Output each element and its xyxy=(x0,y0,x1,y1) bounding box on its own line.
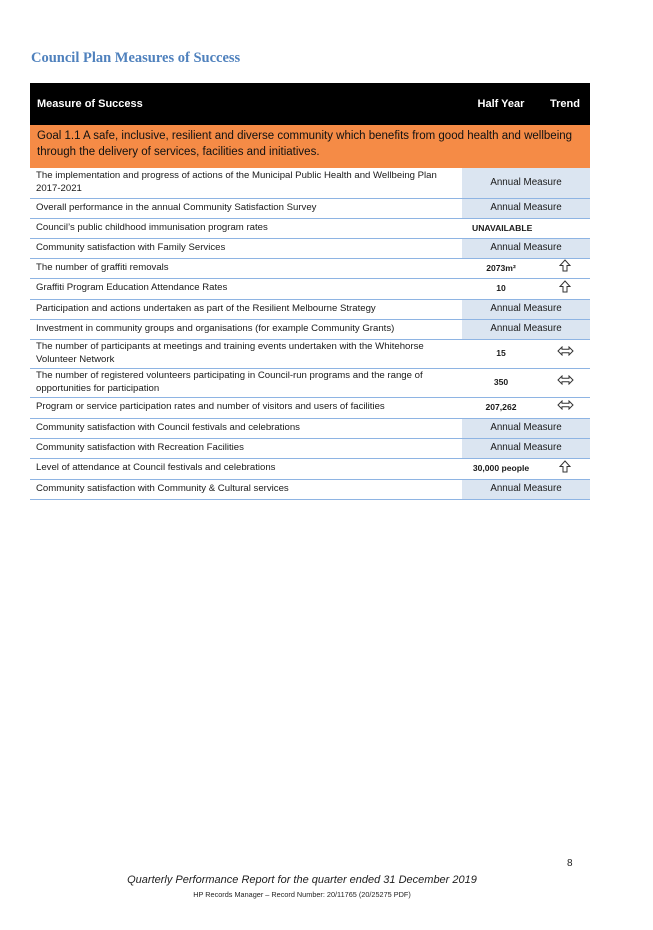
measure-cell: Community satisfaction with Recreation Facilities xyxy=(30,438,462,458)
half-year-value: Annual Measure xyxy=(462,319,590,339)
half-year-value: 30,000 people xyxy=(462,458,540,479)
half-year-value: Annual Measure xyxy=(462,168,590,198)
half-year-value: 2073m² xyxy=(462,258,540,278)
trend-up-icon xyxy=(559,460,571,473)
trend-cell xyxy=(540,339,590,368)
header-half-year: Half Year xyxy=(462,83,540,125)
measure-cell: Community satisfaction with Family Services xyxy=(30,238,462,258)
table-row xyxy=(30,397,590,418)
goal-text: Goal 1.1 A safe, inclusive, resilient and diverse community which benefits from good health and wellbeing through the delivery of services, facilities and initiatives. xyxy=(30,125,590,168)
half-year-value: Annual Measure xyxy=(462,479,590,499)
table-header-row xyxy=(30,83,590,125)
table-row xyxy=(30,438,590,458)
half-year-value: 207,262 xyxy=(462,397,540,418)
table-row xyxy=(30,218,590,238)
half-year-value: 10 xyxy=(462,278,540,299)
table-row xyxy=(30,238,590,258)
trend-cell xyxy=(540,397,590,418)
header-trend: Trend xyxy=(540,83,590,125)
table-row xyxy=(30,319,590,339)
half-year-value: Annual Measure xyxy=(462,299,590,319)
measure-cell: Community satisfaction with Community & Cultural services xyxy=(30,479,462,499)
table-row xyxy=(30,258,590,278)
measure-cell: Investment in community groups and organisations (for example Community Grants) xyxy=(30,319,462,339)
table-row xyxy=(30,168,590,198)
measure-cell: Level of attendance at Council festivals and celebrations xyxy=(30,458,462,479)
table-row xyxy=(30,418,590,438)
measure-cell: Council’s public childhood immunisation program rates xyxy=(30,218,462,238)
measure-cell: Program or service participation rates and number of visitors and users of facilities xyxy=(30,397,462,418)
table-row xyxy=(30,339,590,368)
half-year-value: Annual Measure xyxy=(462,238,590,258)
trend-cell xyxy=(540,458,590,479)
trend-steady-icon xyxy=(557,400,574,410)
header-measure: Measure of Success xyxy=(30,83,462,125)
measure-cell: The number of registered volunteers participating in Council-run programs and the range of opportunities for participation xyxy=(30,368,462,397)
trend-cell xyxy=(540,278,590,299)
measure-cell: Overall performance in the annual Community Satisfaction Survey xyxy=(30,198,462,218)
page-title: Council Plan Measures of Success xyxy=(31,50,241,66)
trend-up-icon xyxy=(559,280,571,293)
table-row xyxy=(30,299,590,319)
trend-steady-icon xyxy=(557,346,574,356)
half-year-value: Annual Measure xyxy=(462,418,590,438)
page-number: 8 xyxy=(567,858,573,869)
measure-cell: The number of graffiti removals xyxy=(30,258,462,278)
table-row xyxy=(30,479,590,499)
half-year-value: 350 xyxy=(462,368,540,397)
trend-up-icon xyxy=(559,259,571,272)
measure-cell: Community satisfaction with Council festivals and celebrations xyxy=(30,418,462,438)
half-year-value: Annual Measure xyxy=(462,198,590,218)
goal-row xyxy=(30,125,590,168)
trend-cell xyxy=(540,368,590,397)
table-row xyxy=(30,198,590,218)
table-row xyxy=(30,458,590,479)
measure-cell: Graffiti Program Education Attendance Rates xyxy=(30,278,462,299)
trend-steady-icon xyxy=(557,375,574,385)
half-year-value: UNAVAILABLE xyxy=(462,218,590,238)
measure-cell: The number of participants at meetings and training events undertaken with the Whitehorse Volunteer Network xyxy=(30,339,462,368)
table-row xyxy=(30,368,590,397)
measure-cell: Participation and actions undertaken as part of the Resilient Melbourne Strategy xyxy=(30,299,462,319)
footer-record-number: HP Records Manager – Record Number: 20/11765 (20/25275 PDF) xyxy=(193,890,411,899)
half-year-value: 15 xyxy=(462,339,540,368)
table-row xyxy=(30,278,590,299)
measures-table xyxy=(30,83,590,500)
measure-cell: The implementation and progress of actions of the Municipal Public Health and Wellbeing Plan 2017-2021 xyxy=(30,168,462,198)
trend-cell xyxy=(540,258,590,278)
half-year-value: Annual Measure xyxy=(462,438,590,458)
footer-report-title: Quarterly Performance Report for the quarter ended 31 December 2019 xyxy=(127,874,477,886)
